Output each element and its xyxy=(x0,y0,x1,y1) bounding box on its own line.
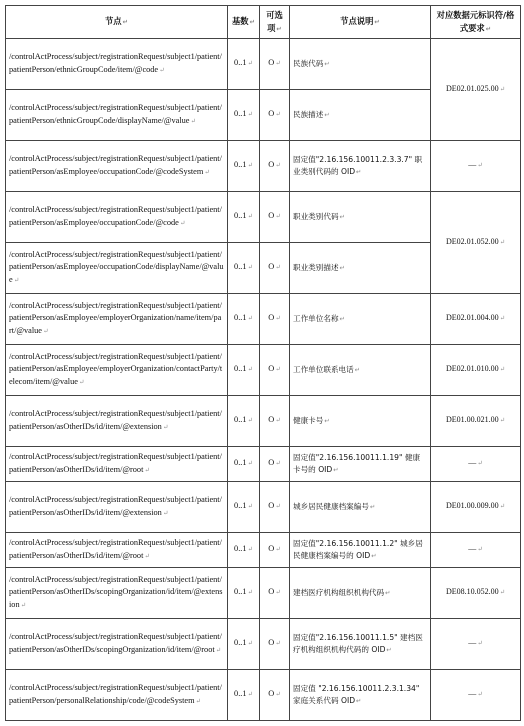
table-row xyxy=(6,447,521,482)
node-description-cell: 固定值 "2.16.156.10011.2.3.1.34" 家庭关系代码 OID↵ xyxy=(290,670,431,721)
node-path-cell: /controlActProcess/subject/registrationRequest/subject1/patient/patientPerson/ethnicGroupCode/item/@code↵ xyxy=(6,39,228,90)
cardinality-cell: 0..1↵ xyxy=(228,482,260,533)
header-base: 基数↵ xyxy=(228,6,260,39)
table-header-row xyxy=(6,6,521,39)
optional-cell: O↵ xyxy=(260,619,290,670)
node-path-cell: /controlActProcess/subject/registrationRequest/subject1/patient/patientPerson/personalRelationship/code/@codeSystem↵ xyxy=(6,670,228,721)
node-path-cell: /controlActProcess/subject/registrationRequest/subject1/patient/patientPerson/asEmployee/occupationCode/@code↵ xyxy=(6,192,228,243)
node-description-cell: 健康卡号↵ xyxy=(290,396,431,447)
node-description-cell: 职业类别代码↵ xyxy=(290,192,431,243)
cardinality-cell: 0..1↵ xyxy=(228,568,260,619)
data-element-id-cell: —↵ xyxy=(431,619,521,670)
table-row xyxy=(6,294,521,345)
optional-cell: O↵ xyxy=(260,345,290,396)
optional-cell: O↵ xyxy=(260,294,290,345)
data-element-id-cell: —↵ xyxy=(431,670,521,721)
data-element-id-cell: DE02.01.004.00↵ xyxy=(431,294,521,345)
cardinality-cell: 0..1↵ xyxy=(228,670,260,721)
node-description-cell: 工作单位联系电话↵ xyxy=(290,345,431,396)
table-row xyxy=(6,396,521,447)
cardinality-cell: 0..1↵ xyxy=(228,345,260,396)
cardinality-cell: 0..1↵ xyxy=(228,294,260,345)
optional-cell: O↵ xyxy=(260,396,290,447)
node-description-cell: 固定值"2.16.156.10011.1.5" 建档医疗机构组织机构代码的 OID↵ xyxy=(290,619,431,670)
cardinality-cell: 0..1↵ xyxy=(228,243,260,294)
node-path-cell: /controlActProcess/subject/registrationRequest/subject1/patient/patientPerson/asEmployee/occupationCode/@codeSystem↵ xyxy=(6,141,228,192)
node-path-cell: /controlActProcess/subject/registrationRequest/subject1/patient/patientPerson/asEmployee/employerOrganization/name/item/part/@value↵ xyxy=(6,294,228,345)
optional-cell: O↵ xyxy=(260,192,290,243)
data-element-id-cell: DE02.01.025.00↵ xyxy=(431,39,521,141)
node-path-cell: /controlActProcess/subject/registrationRequest/subject1/patient/patientPerson/asEmployee/employerOrganization/contactParty/telecom/item/@value↵ xyxy=(6,345,228,396)
table-row xyxy=(6,141,521,192)
data-element-id-cell: —↵ xyxy=(431,141,521,192)
table-row xyxy=(6,482,521,533)
header-description: 节点说明↵ xyxy=(290,6,431,39)
cardinality-cell: 0..1↵ xyxy=(228,396,260,447)
node-description-cell: 民族描述↵ xyxy=(290,90,431,141)
node-path-cell: /controlActProcess/subject/registrationRequest/subject1/patient/patientPerson/asOtherIDs/scopingOrganization/id/item/@root↵ xyxy=(6,619,228,670)
node-description-cell: 工作单位名称↵ xyxy=(290,294,431,345)
node-description-cell: 城乡居民健康档案编号↵ xyxy=(290,482,431,533)
table-body xyxy=(6,39,521,721)
cardinality-cell: 0..1↵ xyxy=(228,141,260,192)
header-node: 节点↵ xyxy=(6,6,228,39)
node-path-cell: /controlActProcess/subject/registrationRequest/subject1/patient/patientPerson/asOtherIDs/id/item/@extension↵ xyxy=(6,482,228,533)
node-description-cell: 固定值"2.16.156.10011.2.3.3.7" 职业类别代码的 OID↵ xyxy=(290,141,431,192)
node-path-cell: /controlActProcess/subject/registrationRequest/subject1/patient/patientPerson/asOtherIDs/id/item/@root↵ xyxy=(6,533,228,568)
table-row xyxy=(6,568,521,619)
header-data-element: 对应数据元标识符/格式要求↵ xyxy=(431,6,521,39)
cardinality-cell: 0..1↵ xyxy=(228,533,260,568)
table-row xyxy=(6,192,521,243)
cardinality-cell: 0..1↵ xyxy=(228,39,260,90)
optional-cell: O↵ xyxy=(260,568,290,619)
node-path-cell: /controlActProcess/subject/registrationRequest/subject1/patient/patientPerson/asOtherIDs/scopingOrganization/id/item/@extension↵ xyxy=(6,568,228,619)
data-element-id-cell: —↵ xyxy=(431,533,521,568)
cardinality-cell: 0..1↵ xyxy=(228,90,260,141)
cardinality-cell: 0..1↵ xyxy=(228,192,260,243)
cardinality-cell: 0..1↵ xyxy=(228,619,260,670)
data-element-id-cell: DE08.10.052.00↵ xyxy=(431,568,521,619)
table-row xyxy=(6,619,521,670)
table-row xyxy=(6,670,521,721)
optional-cell: O↵ xyxy=(260,670,290,721)
node-path-cell: /controlActProcess/subject/registrationRequest/subject1/patient/patientPerson/asOtherIDs/id/item/@extension↵ xyxy=(6,396,228,447)
node-description-cell: 民族代码↵ xyxy=(290,39,431,90)
data-element-id-cell: —↵ xyxy=(431,447,521,482)
optional-cell: O↵ xyxy=(260,447,290,482)
cardinality-cell: 0..1↵ xyxy=(228,447,260,482)
node-path-cell: /controlActProcess/subject/registrationRequest/subject1/patient/patientPerson/asEmployee/occupationCode/displayName/@value↵ xyxy=(6,243,228,294)
table-row xyxy=(6,345,521,396)
node-description-cell: 建档医疗机构组织机构代码↵ xyxy=(290,568,431,619)
node-path-cell: /controlActProcess/subject/registrationRequest/subject1/patient/patientPerson/asOtherIDs/id/item/@root↵ xyxy=(6,447,228,482)
document-table xyxy=(5,5,521,721)
table-row xyxy=(6,39,521,90)
data-element-id-cell: DE01.00.021.00↵ xyxy=(431,396,521,447)
optional-cell: O↵ xyxy=(260,533,290,568)
node-description-cell: 固定值"2.16.156.10011.1.2" 城乡居民健康档案编号的 OID↵ xyxy=(290,533,431,568)
data-element-id-cell: DE01.00.009.00↵ xyxy=(431,482,521,533)
node-path-cell: /controlActProcess/subject/registrationRequest/subject1/patient/patientPerson/ethnicGroupCode/displayName/@value↵ xyxy=(6,90,228,141)
table-row xyxy=(6,533,521,568)
data-element-id-cell: DE02.01.010.00↵ xyxy=(431,345,521,396)
optional-cell: O↵ xyxy=(260,141,290,192)
optional-cell: O↵ xyxy=(260,39,290,90)
optional-cell: O↵ xyxy=(260,90,290,141)
optional-cell: O↵ xyxy=(260,482,290,533)
header-optional: 可选项↵ xyxy=(260,6,290,39)
optional-cell: O↵ xyxy=(260,243,290,294)
node-description-cell: 职业类别描述↵ xyxy=(290,243,431,294)
data-element-id-cell: DE02.01.052.00↵ xyxy=(431,192,521,294)
node-description-cell: 固定值"2.16.156.10011.1.19" 健康卡号的 OID↵ xyxy=(290,447,431,482)
